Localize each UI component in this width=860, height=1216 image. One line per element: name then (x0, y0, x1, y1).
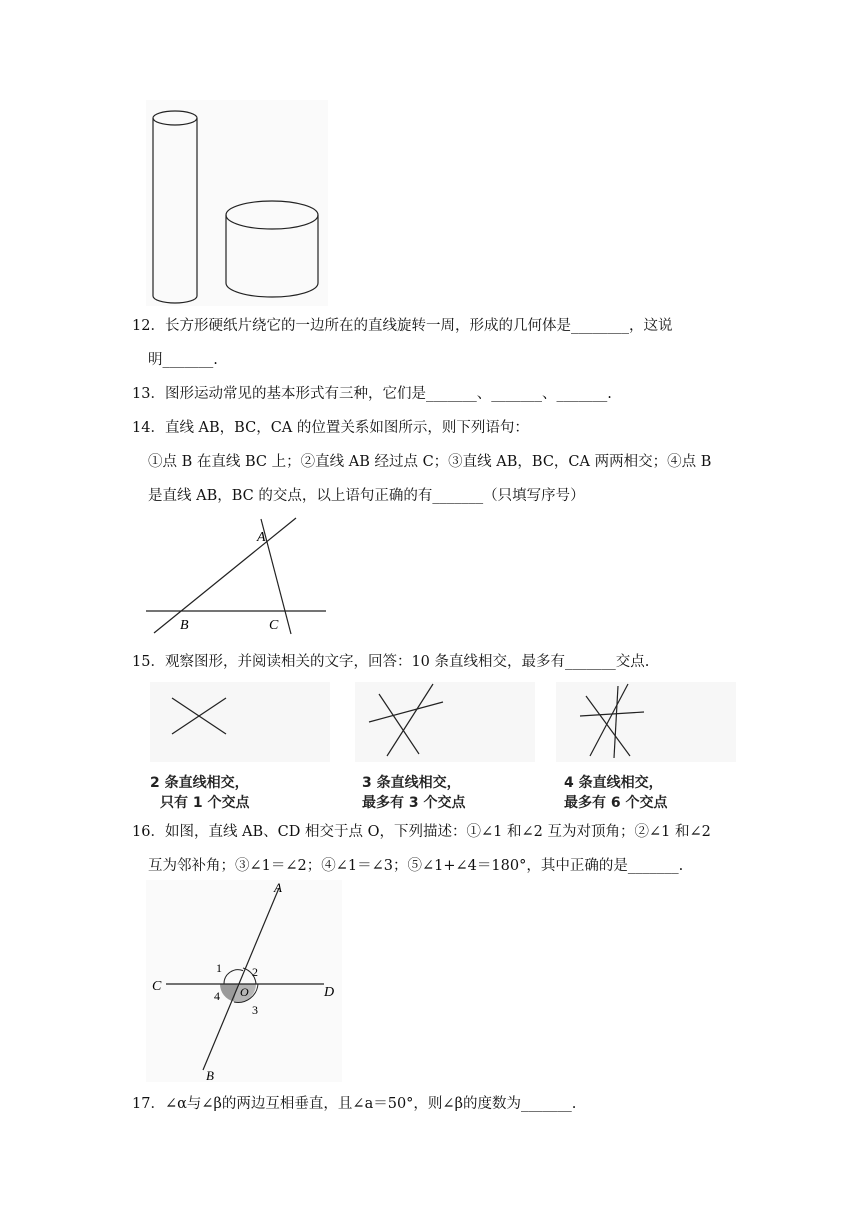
label-a: A (257, 530, 266, 545)
q16-line2: 互为邻补角；③∠1＝∠2；④∠1＝∠3；⑤∠1+∠4＝180°，其中正确的是_______. (148, 858, 684, 874)
label-c: C (152, 979, 162, 994)
label-o: O (240, 985, 249, 999)
angles-figure (146, 880, 342, 1082)
angle-label-1: 1 (216, 961, 222, 975)
two-lines-figure (150, 682, 330, 762)
caption-2-lines-2: 只有 1 个交点 (160, 795, 250, 811)
angle-label-4: 4 (214, 989, 220, 1003)
caption-4-lines-2: 最多有 6 个交点 (564, 795, 668, 811)
label-a: A (274, 880, 282, 895)
q14-line1: 14．直线 AB，BC，CA 的位置关系如图所示，则下列语句： (132, 420, 529, 436)
four-lines-figure (556, 682, 736, 762)
label-b: B (206, 1068, 214, 1082)
cylinders-figure (146, 100, 328, 306)
q14-line2: ①点 B 在直线 BC 上；②直线 AB 经过点 C；③直线 AB，BC，CA 两两相交；④点 B (148, 454, 712, 470)
q12-line1: 12．长方形硬纸片绕它的一边所在的直线旋转一周，形成的几何体是________，这说 (132, 318, 673, 334)
q14-line3: 是直线 AB，BC 的交点，以上语句正确的有_______（只填写序号） (148, 488, 585, 504)
triangle-lines-figure (146, 515, 328, 637)
q13-line1: 13．图形运动常见的基本形式有三种，它们是_______、_______、_______. (132, 386, 612, 402)
angle-label-3: 3 (252, 1003, 258, 1017)
label-b: B (180, 618, 189, 633)
label-d: D (324, 985, 335, 1000)
q16-line1: 16．如图，直线 AB、CD 相交于点 O，下列描述：①∠1 和∠2 互为对顶角；②∠1 和∠2 (132, 824, 711, 840)
q17-line1: 17．∠α与∠β的两边互相垂直，且∠a＝50°，则∠β的度数为_______. (132, 1096, 577, 1112)
caption-4-lines-1: 4 条直线相交， (564, 775, 663, 791)
caption-3-lines-2: 最多有 3 个交点 (362, 795, 466, 811)
caption-3-lines-1: 3 条直线相交， (362, 775, 461, 791)
q12-line2: 明_______. (148, 352, 218, 368)
q15-line1: 15．观察图形，并阅读相关的文字，回答：10 条直线相交，最多有_______交点. (132, 654, 650, 670)
label-c: C (269, 618, 279, 633)
caption-2-lines-1: 2 条直线相交， (150, 775, 249, 791)
angle-label-2: 2 (252, 965, 258, 979)
three-lines-figure (355, 682, 535, 762)
